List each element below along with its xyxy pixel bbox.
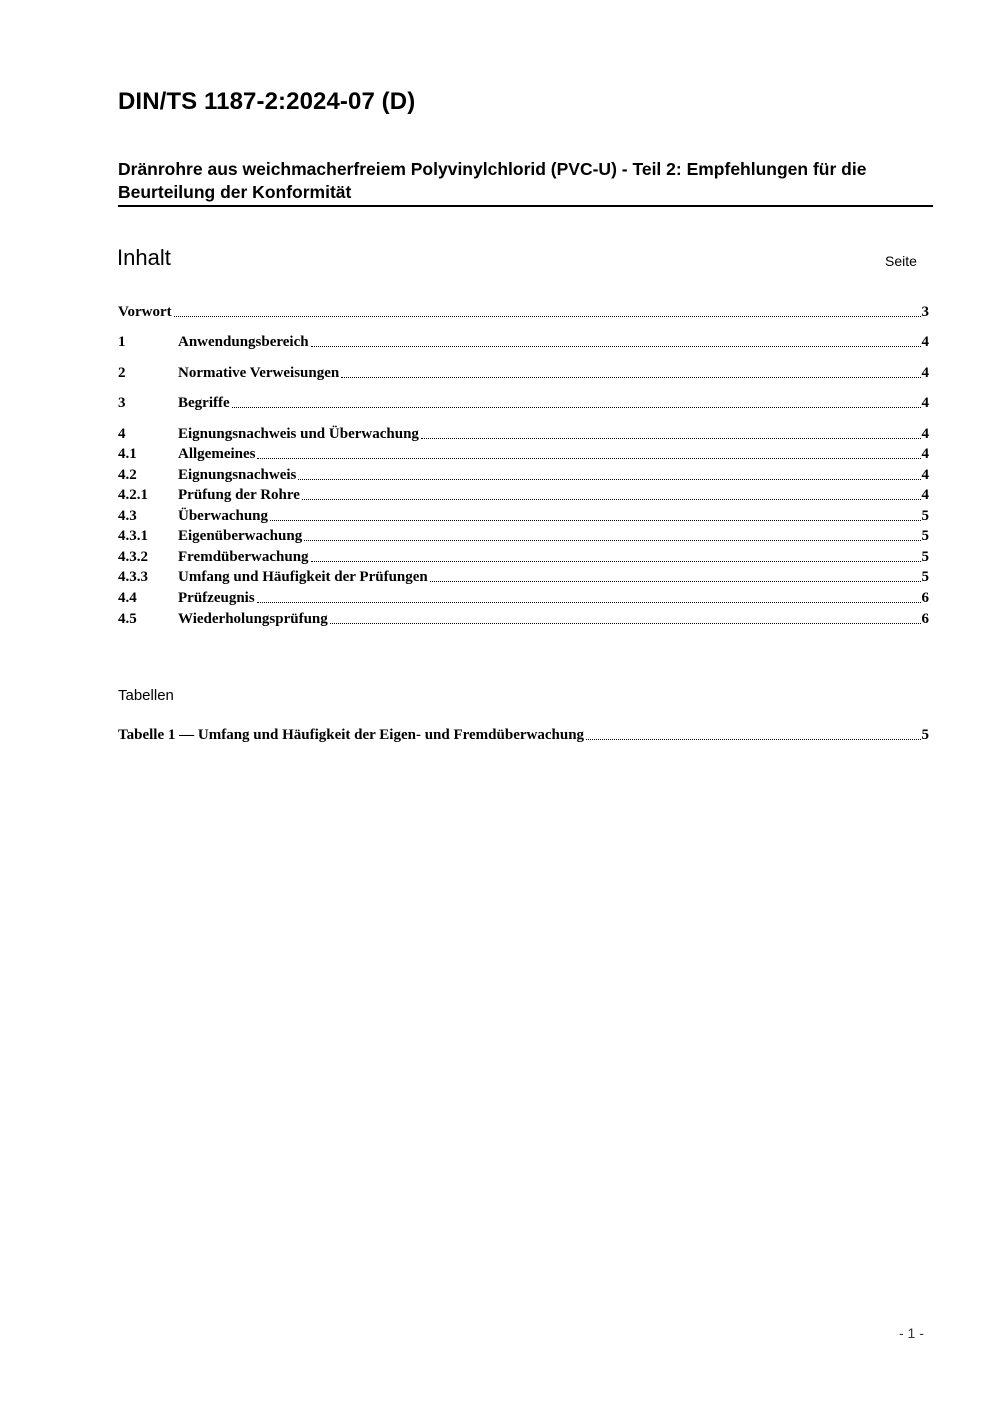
toc-entry-page: 4 bbox=[921, 426, 929, 442]
toc-entry-vorwort[interactable] bbox=[118, 302, 929, 322]
toc-entry-4[interactable] bbox=[118, 424, 929, 444]
toc-entry-title: Fremdüberwachung bbox=[178, 549, 309, 565]
dot-leader bbox=[174, 315, 921, 317]
toc-entry-4-3-2[interactable] bbox=[118, 547, 929, 567]
toc-entry-page: 3 bbox=[921, 304, 929, 320]
toc-entry-title: Normative Verweisungen bbox=[178, 365, 340, 381]
table-entry-title: Tabelle 1 — Umfang und Häufigkeit der Eigen- und Fremdüberwachung bbox=[118, 727, 585, 743]
toc-entry-number: 4.3.3 bbox=[118, 569, 148, 585]
toc-entry-title: Anwendungsbereich bbox=[178, 334, 309, 350]
toc-entry-4-1[interactable] bbox=[118, 444, 929, 464]
toc-entry-number: 2 bbox=[118, 365, 126, 381]
dot-leader bbox=[304, 539, 920, 541]
toc-entry-page: 5 bbox=[921, 528, 929, 544]
toc-entry-4-4[interactable] bbox=[118, 588, 929, 608]
toc-entry-page: 5 bbox=[921, 549, 929, 565]
toc-entry-page: 6 bbox=[921, 611, 929, 627]
toc-entry-title: Überwachung bbox=[178, 508, 269, 524]
toc-entry-page: 4 bbox=[921, 467, 929, 483]
toc-entry-page: 6 bbox=[921, 590, 929, 606]
toc-entry-number: 1 bbox=[118, 334, 126, 350]
toc-entry-3[interactable] bbox=[118, 393, 929, 413]
toc-entry-2[interactable] bbox=[118, 363, 929, 383]
toc-entry-title: Eigenüberwachung bbox=[178, 528, 303, 544]
page-column-label: Seite bbox=[885, 253, 917, 269]
document-subtitle: Dränrohre aus weichmacherfreiem Polyvinylchlorid (PVC-U) - Teil 2: Empfehlungen für die Beurteilung der Konformität bbox=[118, 158, 933, 207]
toc-entry-number: 4.2.1 bbox=[118, 487, 148, 503]
toc-entry-number: 4.5 bbox=[118, 611, 137, 627]
tables-heading: Tabellen bbox=[118, 687, 174, 704]
toc-entry-4-3-3[interactable] bbox=[118, 567, 929, 587]
dot-leader bbox=[232, 406, 921, 408]
page-number: - 1 - bbox=[899, 1325, 924, 1341]
table-entry-page: 5 bbox=[921, 727, 929, 743]
dot-leader bbox=[430, 580, 921, 582]
toc-entry-page: 4 bbox=[921, 446, 929, 462]
toc-entry-page: 4 bbox=[921, 334, 929, 350]
toc-entry-title: Prüfung der Rohre bbox=[178, 487, 300, 503]
document-id: DIN/TS 1187-2:2024-07 (D) bbox=[118, 88, 416, 115]
toc-entry-number: 4.3.1 bbox=[118, 528, 148, 544]
toc-entry-title: Allgemeines bbox=[178, 446, 256, 462]
table-list-entry-1[interactable] bbox=[118, 725, 929, 745]
toc-entry-title: Eignungsnachweis bbox=[178, 467, 297, 483]
dot-leader bbox=[586, 738, 920, 740]
toc-entry-4-2[interactable] bbox=[118, 465, 929, 485]
dot-leader bbox=[302, 498, 921, 500]
toc-entry-title: Wiederholungsprüfung bbox=[178, 611, 328, 627]
toc-entry-title: Vorwort bbox=[118, 304, 172, 320]
toc-entry-page: 4 bbox=[921, 365, 929, 381]
dot-leader bbox=[257, 601, 921, 603]
toc-entry-title: Eignungsnachweis und Überwachung bbox=[178, 426, 419, 442]
toc-entry-page: 5 bbox=[921, 569, 929, 585]
toc-entry-title: Begriffe bbox=[178, 395, 230, 411]
toc-entry-number: 4.4 bbox=[118, 590, 137, 606]
dot-leader bbox=[330, 622, 921, 624]
dot-leader bbox=[311, 560, 921, 562]
toc-entry-4-3[interactable] bbox=[118, 506, 929, 526]
dot-leader bbox=[257, 457, 920, 459]
toc-entry-page: 5 bbox=[921, 508, 929, 524]
toc-entry-4-5[interactable] bbox=[118, 609, 929, 629]
toc-entry-number: 4.1 bbox=[118, 446, 137, 462]
toc-entry-1[interactable] bbox=[118, 332, 929, 352]
toc-heading: Inhalt bbox=[117, 245, 171, 270]
toc-entry-number: 3 bbox=[118, 395, 126, 411]
dot-leader bbox=[298, 478, 920, 480]
toc-entry-title: Prüfzeugnis bbox=[178, 590, 255, 606]
dot-leader bbox=[341, 376, 920, 378]
dot-leader bbox=[270, 519, 920, 521]
toc-entry-4-2-1[interactable] bbox=[118, 485, 929, 505]
toc-entry-4-3-1[interactable] bbox=[118, 526, 929, 546]
toc-entry-number: 4.3.2 bbox=[118, 549, 148, 565]
toc-entry-title: Umfang und Häufigkeit der Prüfungen bbox=[178, 569, 428, 585]
toc-entry-page: 4 bbox=[921, 487, 929, 503]
toc-entry-page: 4 bbox=[921, 395, 929, 411]
dot-leader bbox=[311, 345, 921, 347]
toc-entry-number: 4.3 bbox=[118, 508, 137, 524]
toc-entry-number: 4 bbox=[118, 426, 126, 442]
dot-leader bbox=[421, 437, 921, 439]
toc-entry-number: 4.2 bbox=[118, 467, 137, 483]
